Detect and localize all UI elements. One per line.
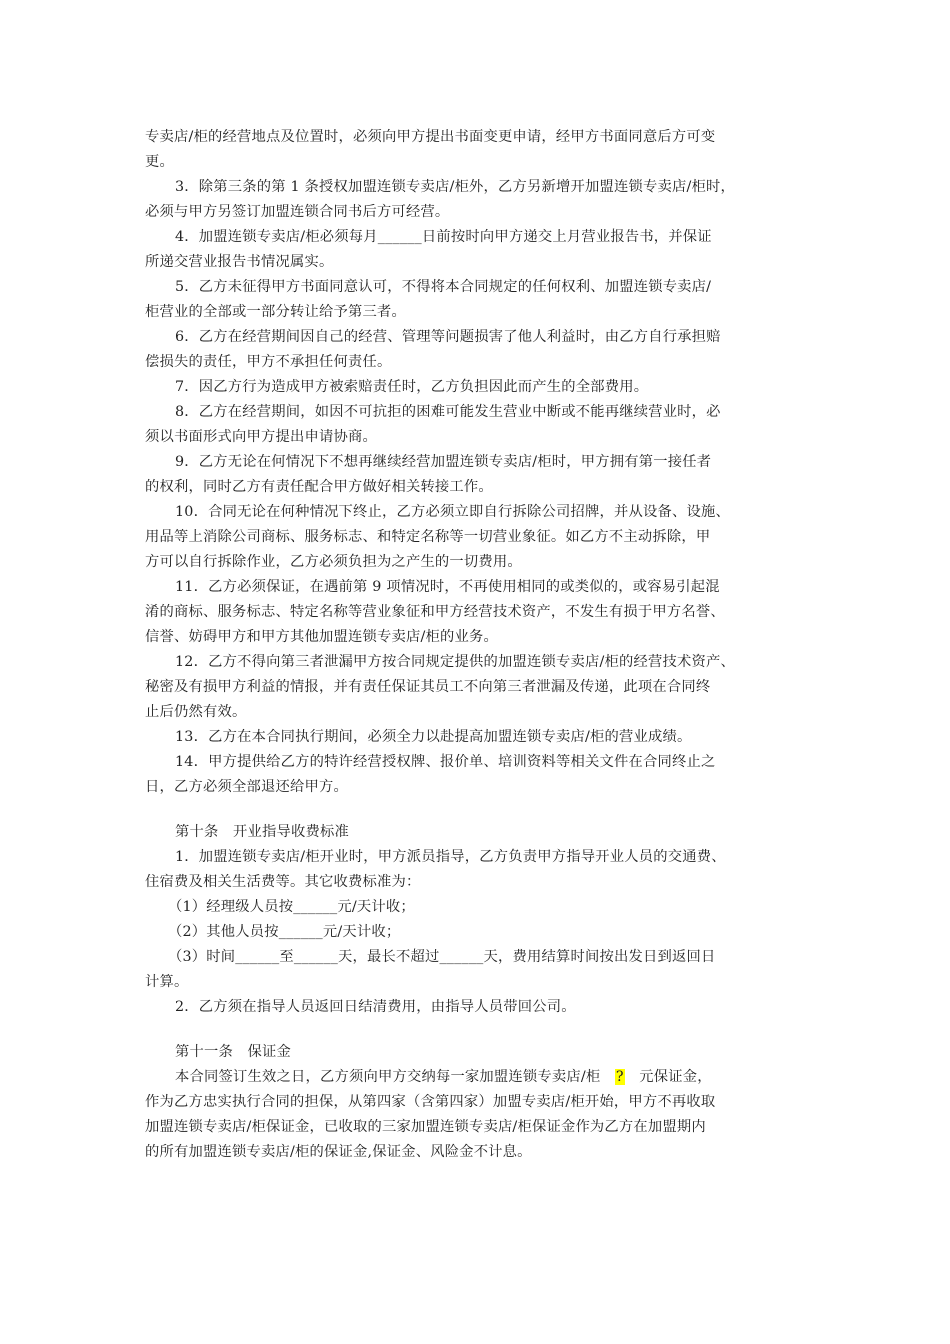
text-line: 14．甲方提供给乙方的特许经营授权牌、报价单、培训资料等相关文件在合同终止之 [175, 754, 716, 770]
text-line: 7．因乙方行为造成甲方被索赔责任时，乙方负担因此而产生的全部费用。 [175, 379, 649, 395]
text-line: 偿损失的责任，甲方不承担任何责任。 [145, 354, 392, 370]
text-line: 2．乙方须在指导人员返回日结清费用，由指导人员带回公司。 [175, 999, 576, 1015]
text-line: 5．乙方未征得甲方书面同意认可，不得将本合同规定的任何权利、加盟连锁专卖店/ [175, 279, 712, 295]
text-line: 所递交营业报告书情况属实。 [145, 254, 334, 270]
text-line: 9．乙方无论在何情况下不想再继续经营加盟连锁专卖店/柜时，甲方拥有第一接任者 [175, 454, 712, 470]
text-line: 日，乙方必须全部退还给甲方。 [145, 779, 348, 795]
text-line: （2）其他人员按______元/天计收； [168, 924, 401, 940]
highlighted-placeholder: ? [615, 1069, 624, 1085]
text-line: 13．乙方在本合同执行期间，必须全力以赴提高加盟连锁专卖店/柜的营业成绩。 [175, 729, 692, 745]
section-heading: 第十条 开业指导收费标准 [175, 824, 349, 840]
text-line: 住宿费及相关生活费等。其它收费标准为： [145, 874, 421, 890]
text-line: 10．合同无论在何种情况下终止，乙方必须立即自行拆除公司招牌，并从设备、设施、 [175, 504, 730, 520]
text-line: 1．加盟连锁专卖店/柜开业时，甲方派员指导，乙方负责甲方指导开业人员的交通费、 [175, 849, 726, 865]
paragraph-gap [145, 1020, 835, 1040]
text-line: 须以书面形式向甲方提出申请协商。 [145, 429, 377, 445]
document-page [145, 125, 835, 1165]
text-line: 必须与甲方另签订加盟连锁合同书后方可经营。 [145, 204, 450, 220]
text-line: 6．乙方在经营期间因自己的经营、管理等问题损害了他人利益时，由乙方自行承担赔 [175, 329, 721, 345]
text-line: 作为乙方忠实执行合同的担保，从第四家（含第四家）加盟专卖店/柜开始，甲方不再收取 [145, 1094, 716, 1110]
text-line: 3．除第三条的第 1 条授权加盟连锁专卖店/柜外，乙方另新增开加盟连锁专卖店/柜时， [175, 179, 735, 195]
paragraph-gap [145, 800, 835, 820]
text-line: 秘密及有损甲方利益的情报，并有责任保证其员工不向第三者泄漏及传递，此项在合同终 [145, 679, 711, 695]
text-line: 11．乙方必须保证，在遇前第 9 项情况时，不再使用相同的或类似的，或容易引起混 [175, 579, 720, 595]
text-line: 方可以自行拆除作业，乙方必须负担为之产生的一切费用。 [145, 554, 522, 570]
text-line: 8．乙方在经营期间，如因不可抗拒的困难可能发生营业中断或不能再继续营业时，必 [175, 404, 721, 420]
section-heading: 第十一条 保证金 [175, 1044, 291, 1060]
text-line: （3）时间______至______天，最长不超过______天，费用结算时间按出发日到返回日 [168, 949, 716, 965]
text-line: 专卖店/柜的经营地点及位置时，必须向甲方提出书面变更申请，经甲方书面同意后方可变 [145, 129, 716, 145]
text-line: 加盟连锁专卖店/柜保证金，已收取的三家加盟连锁专卖店/柜保证金作为乙方在加盟期内 [145, 1119, 706, 1135]
text-line: （1）经理级人员按______元/天计收； [168, 899, 415, 915]
text-line: 淆的商标、服务标志、特定名称等营业象征和甲方经营技术资产，不发生有损于甲方名誉、 [145, 604, 725, 620]
text-line: 12．乙方不得向第三者泄漏甲方按合同规定提供的加盟连锁专卖店/柜的经营技术资产、 [175, 654, 735, 670]
text-line: 信誉、妨碍甲方和甲方其他加盟连锁专卖店/柜的业务。 [145, 629, 498, 645]
text-line: 更。 [145, 154, 174, 170]
text-line: 的所有加盟连锁专卖店/柜的保证金,保证金、风险金不计息。 [145, 1144, 532, 1160]
text-line: 的权利，同时乙方有责任配合甲方做好相关转接工作。 [145, 479, 493, 495]
text-line [145, 1065, 835, 1090]
text-line: 止后仍然有效。 [145, 704, 247, 720]
text-segment: 本合同签订生效之日，乙方须向甲方交纳每一家加盟连锁专卖店/柜 [175, 1069, 615, 1085]
text-line: 4．加盟连锁专卖店/柜必须每月______日前按时向甲方递交上月营业报告书，并保证 [175, 229, 712, 245]
text-segment: 元保证金， [624, 1069, 712, 1085]
text-line: 计算。 [145, 974, 189, 990]
text-line: 用品等上消除公司商标、服务标志、和特定名称等一切营业象征。如乙方不主动拆除，甲 [145, 529, 711, 545]
text-line: 柜营业的全部或一部分转让给予第三者。 [145, 304, 406, 320]
